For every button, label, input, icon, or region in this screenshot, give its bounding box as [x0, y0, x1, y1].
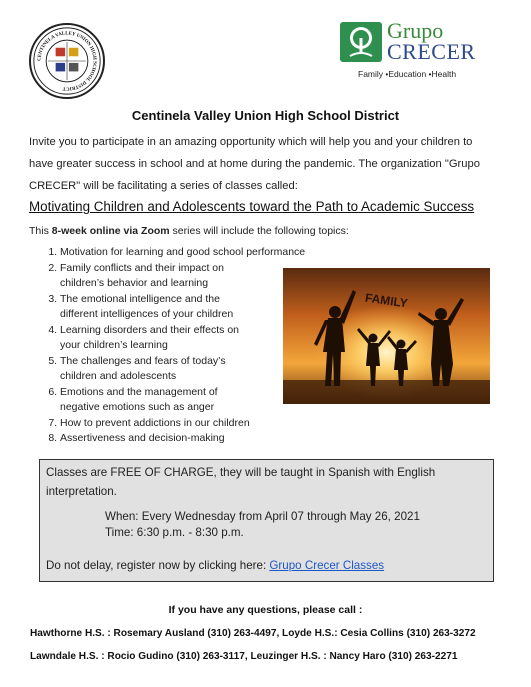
- logo-word-crecer: CRECER: [387, 39, 476, 64]
- list-item: 4. Learning disorders and their effects on your children’s learning: [60, 323, 360, 354]
- list-item: 1. Motivation for learning and good school performance: [60, 245, 360, 261]
- lead-before: This: [29, 225, 52, 237]
- info-box: [39, 459, 494, 582]
- register-prefix: Do not delay, register now by clicking here:: [46, 559, 270, 572]
- register-line: [46, 556, 384, 575]
- grupo-crecer-classes-link[interactable]: Grupo Crecer Classes: [269, 559, 385, 572]
- list-item: 5. The challenges and fears of today’s children and adolescents: [60, 354, 360, 385]
- list-item: 2. Family conflicts and their impact on children’s behavior and learning: [60, 261, 360, 292]
- list-item: 3. The emotional intelligence and the different intelligences of your children: [60, 292, 360, 323]
- topics-lead: [29, 225, 349, 237]
- family-photo: [283, 268, 490, 404]
- intro-line: have greater success in school and at home during the pandemic. The organization "Grupo: [29, 158, 480, 170]
- schedule-time: Time: 6:30 p.m. - 8:30 p.m.: [105, 526, 244, 539]
- district-seal: [29, 23, 105, 99]
- tree-icon: [340, 22, 382, 62]
- list-item: 8. Assertiveness and decision-making: [60, 431, 360, 447]
- intro-line: CRECER" will be facilitating a series of classes called:: [29, 180, 298, 192]
- free-of-charge-text: Classes are FREE OF CHARGE, they will be taught in Spanish with English interpretation.: [46, 466, 436, 498]
- list-item: 6. Emotions and the management of negative emotions such as anger: [60, 385, 360, 416]
- intro-line: Invite you to participate in an amazing opportunity which will help you and your children to: [29, 136, 473, 148]
- lead-after: series will include the following topics:: [169, 225, 349, 237]
- list-item: 7. How to prevent addictions in our children: [60, 416, 360, 432]
- intro-paragraph: [29, 131, 499, 197]
- series-title: Motivating Children and Adolescents toward the Path to Academic Success: [29, 199, 475, 214]
- page-title: Centinela Valley Union High School District: [131, 108, 400, 123]
- contact-line: Hawthorne H.S. : Rosemary Ausland (310) 263-4497, Loyde H.S.: Cesia Collins (310) 263-3272: [30, 628, 476, 639]
- seal-text: CENTINELA VALLEY UNION HIGH SCHOOL DISTRICT: [37, 31, 97, 91]
- photo-caption: FAMILY: [364, 290, 409, 311]
- logo-tagline: Family •Education •Health: [358, 69, 457, 79]
- logo-word-grupo: Grupo: [387, 18, 444, 43]
- schedule-when: When: Every Wednesday from April 07 through May 26, 2021: [105, 510, 420, 523]
- contact-line: Lawndale H.S. : Rocio Gudino (310) 263-3117, Leuzinger H.S. : Nancy Haro (310) 263-2271: [30, 651, 458, 662]
- lead-bold: 8-week online via Zoom: [51, 225, 170, 237]
- questions-heading: If you have any questions, please call :: [168, 604, 363, 616]
